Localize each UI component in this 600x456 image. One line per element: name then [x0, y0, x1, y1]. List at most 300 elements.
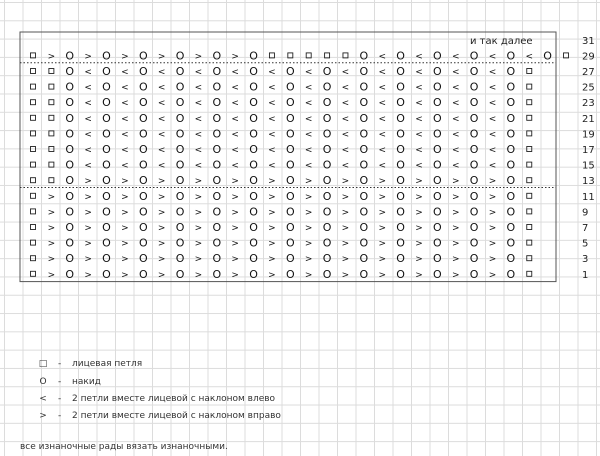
yarn-over-mark: O [469, 252, 479, 266]
decrease-left-mark: < [415, 114, 423, 125]
decrease-right-mark: > [121, 223, 129, 234]
yarn-over-mark: O [396, 49, 405, 63]
decrease-right-mark: > [231, 207, 239, 218]
yarn-over-mark: O [469, 158, 479, 172]
row-label: 23 [582, 98, 595, 110]
decrease-right-mark: > [451, 239, 460, 250]
yarn-over-mark: O [322, 96, 332, 110]
decrease-right-mark: > [194, 176, 203, 187]
yarn-over-mark: O [396, 80, 405, 94]
decrease-left-mark: < [378, 98, 386, 109]
decrease-left-mark: < [157, 67, 166, 78]
yarn-over-mark: O [359, 189, 369, 203]
yarn-over-mark: O [212, 111, 222, 125]
decrease-left-mark: < [451, 145, 460, 156]
decrease-left-mark: < [268, 83, 276, 94]
decrease-right-mark: > [231, 51, 239, 62]
decrease-right-mark: > [268, 223, 276, 234]
decrease-left-mark: < [488, 114, 497, 125]
yarn-over-mark: O [249, 221, 258, 234]
note-text: все изнаночные рады вязать изнаночными. [20, 442, 228, 452]
decrease-left-mark: < [341, 161, 350, 172]
yarn-over-mark: O [359, 205, 369, 219]
knit-stitch-mark [31, 84, 36, 89]
yarn-over-mark: O [469, 174, 479, 188]
decrease-left-mark: < [378, 114, 386, 125]
decrease-right-mark: > [121, 270, 129, 281]
yarn-over-mark: O [102, 205, 111, 219]
yarn-over-mark: O [322, 252, 332, 266]
yarn-over-mark: O [249, 267, 258, 281]
decrease-right-mark: > [415, 192, 423, 203]
decrease-right-mark: > [47, 207, 56, 218]
decrease-left-mark: < [231, 98, 239, 109]
knit-stitch-mark [31, 147, 36, 152]
decrease-right-mark: > [341, 176, 350, 187]
yarn-over-mark: O [506, 174, 516, 188]
knit-stitch-mark [527, 100, 532, 105]
yarn-over-mark: O [433, 252, 442, 266]
decrease-right-mark: > [157, 223, 166, 234]
row-label: 15 [582, 160, 595, 172]
decrease-left-mark: < [121, 145, 129, 156]
decrease-right-mark: > [341, 254, 350, 265]
row-label: 13 [582, 176, 595, 188]
yarn-over-mark: O [322, 127, 332, 141]
decrease-right-mark: > [231, 270, 239, 281]
yarn-over-mark: O [212, 267, 222, 281]
decrease-left-mark: < [415, 145, 423, 156]
yarn-over-mark: O [175, 127, 185, 141]
decrease-left-mark: < [157, 129, 166, 140]
decrease-left-mark: < [341, 129, 350, 140]
yarn-over-mark: O [102, 49, 111, 63]
yarn-over-mark: O [175, 80, 185, 94]
yarn-over-mark: O [138, 143, 148, 156]
decrease-right-mark: > [157, 207, 166, 218]
row-label: 19 [582, 129, 595, 141]
yarn-over-mark: O [396, 96, 405, 110]
decrease-right-mark: > [47, 192, 56, 203]
decrease-left-mark: < [341, 67, 350, 78]
decrease-right-mark: > [157, 51, 166, 62]
yarn-over-mark: O [506, 127, 516, 141]
decrease-left-mark: < [194, 161, 203, 172]
decrease-right-mark: > [157, 239, 166, 250]
yarn-over-mark: O [102, 221, 111, 234]
decrease-right-mark: > [121, 51, 129, 62]
row-label: 5 [582, 238, 589, 250]
decrease-left-mark: < [415, 98, 423, 109]
yarn-over-mark: O [65, 80, 75, 94]
yarn-over-mark: O [249, 127, 258, 141]
decrease-right-mark: > [488, 176, 497, 187]
decrease-right-mark: > [268, 239, 276, 250]
yarn-over-mark: O [175, 252, 185, 266]
yarn-over-mark: O [285, 96, 295, 110]
yarn-over-mark: O [433, 96, 442, 110]
decrease-right-mark: > [488, 207, 497, 218]
knit-stitch-mark [31, 209, 36, 214]
yarn-over-mark: O [322, 189, 332, 203]
yarn-over-mark: O [433, 221, 442, 234]
yarn-over-mark: O [285, 236, 295, 250]
decrease-right-mark: > [304, 270, 313, 281]
yarn-over-mark: O [212, 189, 222, 203]
decrease-right-mark: > [268, 192, 276, 203]
yarn-over-mark: O [359, 111, 369, 125]
decrease-right-mark: > [341, 270, 350, 281]
decrease-right-mark: > [488, 223, 497, 234]
yarn-over-mark: O [138, 189, 148, 203]
yarn-over-mark: O [285, 221, 295, 234]
decrease-left-mark: < [194, 98, 203, 109]
yarn-over-mark: O [506, 143, 516, 156]
decrease-right-mark: > [451, 192, 460, 203]
row-label: 31 [582, 35, 595, 47]
yarn-over-mark: O [212, 65, 222, 78]
decrease-left-mark: < [304, 145, 313, 156]
knit-stitch-mark [527, 271, 532, 276]
yarn-over-mark: O [175, 205, 185, 219]
decrease-left-mark: < [488, 129, 497, 140]
yarn-over-mark: O [469, 221, 479, 234]
decrease-left-mark: < [157, 83, 166, 94]
decrease-right-mark: > [378, 207, 386, 218]
decrease-left-mark: < [268, 98, 276, 109]
yarn-over-mark: O [359, 252, 369, 266]
legend-dash: - [58, 411, 62, 421]
yarn-over-mark: O [138, 236, 148, 250]
yarn-over-mark: O [175, 143, 185, 156]
yarn-over-mark: O [249, 111, 258, 125]
yarn-over-mark: O [322, 80, 332, 94]
legend-label: лицевая петля [72, 359, 143, 369]
decrease-right-mark: > [415, 207, 423, 218]
decrease-left-mark: < [415, 83, 423, 94]
decrease-left-mark: < [194, 114, 203, 125]
decrease-right-mark: > [47, 239, 56, 250]
yarn-over-mark: O [433, 189, 442, 203]
legend-dash: - [58, 359, 62, 369]
yarn-over-mark: O [359, 49, 369, 63]
row-label: 1 [582, 269, 589, 281]
decrease-right-mark: > [84, 176, 92, 187]
decrease-left-mark: < [415, 161, 423, 172]
yarn-over-mark: O [138, 65, 148, 78]
yarn-over-mark: O [433, 267, 442, 281]
decrease-right-mark: > [121, 176, 129, 187]
knit-stitch-mark [527, 225, 532, 230]
yarn-over-mark: O [285, 205, 295, 219]
knit-stitch-mark [527, 256, 532, 261]
yarn-over-mark: O [65, 143, 75, 156]
decrease-right-mark: > [121, 254, 129, 265]
decrease-right-mark: > [231, 239, 239, 250]
decrease-left-mark: < [121, 114, 129, 125]
decrease-left-mark: < [488, 83, 497, 94]
yarn-over-mark: O [359, 143, 369, 156]
decrease-right-mark: > [194, 207, 203, 218]
decrease-left-mark: < [84, 145, 92, 156]
yarn-over-mark: O [175, 158, 185, 172]
yarn-over-mark: O [212, 205, 222, 219]
decrease-left-mark: < [341, 98, 350, 109]
yarn-over-mark: O [359, 65, 369, 78]
knit-stitch-mark [527, 162, 532, 167]
yarn-over-mark: O [138, 127, 148, 141]
knit-stitch-mark [31, 240, 36, 245]
yarn-over-mark: O [175, 174, 185, 188]
row-label: 7 [582, 223, 589, 234]
knit-stitch-mark [31, 271, 36, 276]
knit-stitch-mark [31, 69, 36, 74]
knit-stitch-mark [527, 115, 532, 120]
greater-than-icon: > [39, 411, 47, 421]
decrease-left-mark: < [525, 51, 534, 62]
knit-stitch-mark [564, 53, 569, 58]
yarn-over-mark: O [506, 158, 516, 172]
knit-stitch-mark [527, 209, 532, 214]
yarn-over-mark: O [506, 252, 516, 266]
less-than-icon: < [39, 394, 47, 404]
decrease-right-mark: > [157, 270, 166, 281]
decrease-right-mark: > [121, 192, 129, 203]
yarn-over-mark: O [396, 205, 405, 219]
yarn-over-mark: O [102, 252, 111, 266]
decrease-left-mark: < [378, 161, 386, 172]
decrease-left-mark: < [268, 145, 276, 156]
yarn-over-mark: O [65, 267, 75, 281]
yarn-over-mark: O [285, 267, 295, 281]
yarn-over-mark: O [433, 80, 442, 94]
decrease-left-mark: < [231, 161, 239, 172]
knit-stitch-mark [31, 193, 36, 198]
decrease-right-mark: > [47, 254, 56, 265]
yarn-over-mark: O [469, 236, 479, 250]
yarn-over-mark: O [433, 205, 442, 219]
decrease-left-mark: < [121, 161, 129, 172]
knit-stitch-mark [527, 178, 532, 183]
decrease-right-mark: > [415, 239, 423, 250]
yarn-over-mark: O [102, 143, 111, 156]
decrease-right-mark: > [84, 223, 92, 234]
yarn-over-mark: O [285, 127, 295, 141]
yarn-over-mark: O [175, 236, 185, 250]
decrease-right-mark: > [194, 51, 203, 62]
yarn-over-mark: O [65, 205, 75, 219]
row-label: 21 [582, 113, 595, 125]
decrease-left-mark: < [84, 98, 92, 109]
yarn-over-mark: O [65, 236, 75, 250]
decrease-right-mark: > [415, 223, 423, 234]
decrease-right-mark: > [341, 192, 350, 203]
yarn-over-mark: O [322, 236, 332, 250]
decrease-left-mark: < [157, 98, 166, 109]
decrease-left-mark: < [121, 98, 129, 109]
knit-stitch-mark [49, 69, 54, 74]
yarn-over-mark: O [396, 189, 405, 203]
yarn-over-mark: O [396, 174, 405, 188]
decrease-right-mark: > [304, 239, 313, 250]
yarn-over-mark: O [175, 221, 185, 234]
decrease-left-mark: < [304, 114, 313, 125]
yarn-over-mark: O [285, 65, 295, 78]
yarn-over-mark: O [102, 127, 111, 141]
knit-stitch-mark [527, 147, 532, 152]
decrease-right-mark: > [451, 223, 460, 234]
yarn-over-mark: O [469, 49, 479, 63]
yarn-over-mark: O [506, 267, 516, 281]
decrease-right-mark: > [304, 176, 313, 187]
yarn-over-mark: O [433, 49, 442, 63]
yarn-over-mark: O [65, 158, 75, 172]
decrease-right-mark: > [268, 176, 276, 187]
yarn-over-mark: O [396, 221, 405, 234]
yarn-over-mark: O [249, 49, 258, 63]
decrease-left-mark: < [304, 129, 313, 140]
yarn-over-mark: O [396, 267, 405, 281]
yarn-over-mark: O [65, 96, 75, 110]
decrease-left-mark: < [488, 145, 497, 156]
knit-stitch-mark [31, 178, 36, 183]
decrease-right-mark: > [415, 176, 423, 187]
decrease-right-mark: > [84, 51, 92, 62]
yarn-over-mark: O [469, 143, 479, 156]
decrease-left-mark: < [194, 83, 203, 94]
knit-stitch-mark [31, 225, 36, 230]
decrease-right-mark: > [194, 223, 203, 234]
decrease-left-mark: < [378, 129, 386, 140]
yarn-over-mark: O [285, 174, 295, 188]
yarn-over-mark: O [138, 221, 148, 234]
knit-stitch-mark [31, 162, 36, 167]
decrease-right-mark: > [84, 270, 92, 281]
yarn-over-mark: O [359, 174, 369, 188]
yarn-over-mark: O [506, 205, 516, 219]
yarn-over-mark: O [138, 174, 148, 188]
yarn-over-mark: O [396, 236, 405, 250]
yarn-over-mark: O [322, 65, 332, 78]
yarn-over-mark: O [322, 267, 332, 281]
knit-stitch-mark [49, 84, 54, 89]
legend-label: 2 петли вместе лицевой с наклоном вправо [72, 411, 281, 421]
decrease-right-mark: > [451, 270, 460, 281]
yarn-over-mark: O [138, 252, 148, 266]
row-label: 3 [582, 254, 589, 266]
decrease-left-mark: < [415, 51, 423, 62]
decrease-right-mark: > [304, 223, 313, 234]
decrease-right-mark: > [231, 176, 239, 187]
decrease-left-mark: < [304, 161, 313, 172]
decrease-right-mark: > [488, 254, 497, 265]
yarn-over-mark: O [65, 189, 75, 203]
yarn-over-mark: O [322, 221, 332, 234]
decrease-left-mark: < [268, 67, 276, 78]
yarn-over-mark: O [65, 111, 75, 125]
decrease-right-mark: > [194, 254, 203, 265]
yarn-over-mark: O [396, 127, 405, 141]
decrease-right-mark: > [378, 192, 386, 203]
decrease-right-mark: > [341, 239, 350, 250]
knit-stitch-mark [49, 115, 54, 120]
yarn-over-mark: O [469, 111, 479, 125]
yarn-over-mark: O [506, 65, 516, 78]
yarn-over-mark: O [102, 65, 111, 78]
decrease-right-mark: > [231, 254, 239, 265]
legend-dash: - [58, 394, 62, 404]
yarn-over-mark: O [359, 80, 369, 94]
knit-stitch-mark [527, 240, 532, 245]
decrease-left-mark: < [231, 83, 239, 94]
knit-stitch-mark [527, 131, 532, 136]
decrease-right-mark: > [304, 207, 313, 218]
yarn-over-mark: O [102, 174, 111, 188]
yarn-over-mark: O [249, 189, 258, 203]
yarn-over-mark: O [285, 111, 295, 125]
yarn-over-mark: O [285, 158, 295, 172]
yarn-over-mark: O [322, 205, 332, 219]
decrease-left-mark: < [268, 161, 276, 172]
yarn-over-mark: O [506, 49, 516, 63]
knit-stitch-mark [49, 162, 54, 167]
decrease-left-mark: < [157, 114, 166, 125]
decrease-right-mark: > [304, 254, 313, 265]
decrease-right-mark: > [84, 254, 92, 265]
decrease-right-mark: > [194, 192, 203, 203]
decrease-left-mark: < [451, 114, 460, 125]
decrease-left-mark: < [451, 161, 460, 172]
yarn-over-mark: O [506, 80, 516, 94]
yarn-over-mark: O [249, 205, 258, 219]
decrease-left-mark: < [488, 161, 497, 172]
yarn-over-mark: O [322, 143, 332, 156]
row-label: 9 [582, 207, 589, 219]
yarn-over-mark: O [175, 267, 185, 281]
decrease-left-mark: < [304, 83, 313, 94]
legend-label: 2 петли вместе лицевой с наклоном влево [72, 394, 276, 404]
decrease-right-mark: > [157, 254, 166, 265]
decrease-right-mark: > [268, 207, 276, 218]
yarn-over-mark: O [212, 252, 222, 266]
decrease-right-mark: > [84, 207, 92, 218]
decrease-left-mark: < [341, 83, 350, 94]
decrease-right-mark: > [268, 254, 276, 265]
decrease-left-mark: < [451, 67, 460, 78]
yarn-over-mark: O [469, 96, 479, 110]
decrease-left-mark: < [378, 67, 386, 78]
knit-stitch-mark [49, 100, 54, 105]
yarn-over-mark: O [212, 158, 222, 172]
yarn-over-mark: O [175, 111, 185, 125]
yarn-over-mark: O [138, 96, 148, 110]
decrease-left-mark: < [231, 114, 239, 125]
row-label: 25 [582, 82, 595, 94]
yarn-over-mark: O [212, 174, 222, 188]
decrease-left-mark: < [84, 114, 92, 125]
yarn-over-mark: O [396, 111, 405, 125]
decrease-left-mark: < [341, 145, 350, 156]
decrease-left-mark: < [304, 98, 313, 109]
yarn-over-mark: O [359, 267, 369, 281]
yarn-over-mark: O [506, 221, 516, 234]
yarn-over-mark: O [396, 158, 405, 172]
decrease-left-mark: < [268, 114, 276, 125]
yarn-over-mark: O [285, 252, 295, 266]
decrease-left-mark: < [121, 67, 129, 78]
knit-stitch-mark [31, 115, 36, 120]
legend-label: накид [72, 377, 101, 387]
